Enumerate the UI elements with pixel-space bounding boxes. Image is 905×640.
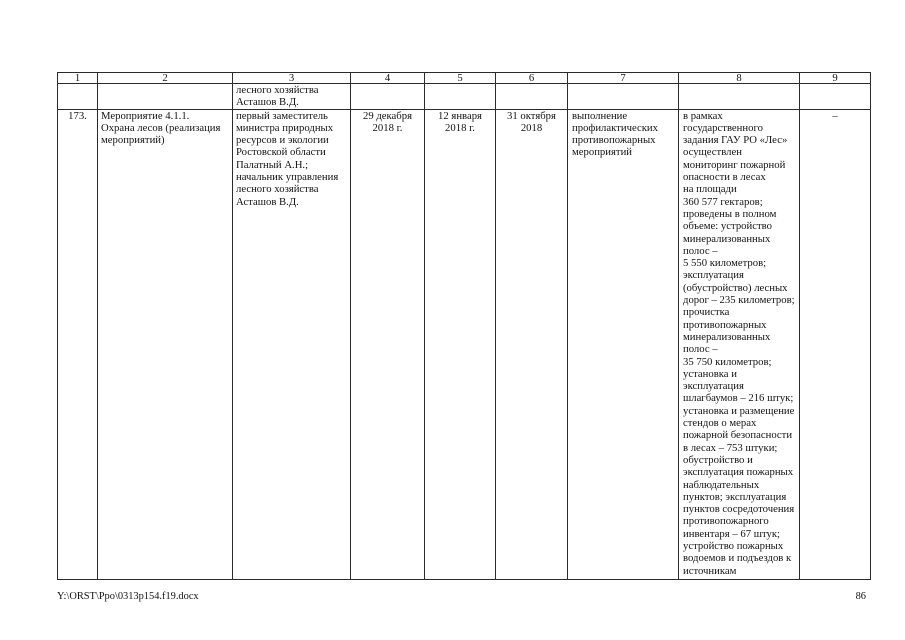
- page-number: 86: [855, 591, 866, 602]
- actual-result-cell: [679, 84, 800, 110]
- activity-cell: [98, 84, 233, 110]
- column-number-row: [58, 73, 871, 84]
- column-number-7: 7: [568, 73, 679, 84]
- column-number-1: 1: [58, 73, 98, 84]
- table-row: [58, 109, 871, 579]
- column-number-8: 8: [679, 73, 800, 84]
- column-number-2: 2: [98, 73, 233, 84]
- activities-table: [57, 72, 871, 580]
- expected-result-cell: выполнение профилактических противопожарных мероприятий: [568, 109, 679, 579]
- item-number-cell: 173.: [58, 109, 98, 579]
- actual-result-cell: в рамках государственного задания ГАУ РО «Лес» осуществлен мониторинг пожарной опасности в лесах на площади 360 577 гектаров; проведены в полном объеме: устройство минерализованных полос – 5 550 километров; эксплуатация (обустройство) лесных дорог – 235 километров; прочистка противопожарных минерализованных полос – 35 750 километров; установка и эксплуатация шлагбаумов – 216 штук; установка и размещение стендов о мерах пожарной безопасности в лесах – 753 штуки; обустройство и эксплуатация пожарных наблюдательных пунктов; эксплуатация пунктов сосредоточения противопожарного инвентаря – 67 штук; устройство пожарных водоемов и подъездов к источникам: [679, 109, 800, 579]
- date-cell: 12 января 2018 г.: [425, 109, 496, 579]
- responsible-cell: лесного хозяйства Асташов В.Д.: [233, 84, 351, 110]
- column-number-6: 6: [496, 73, 568, 84]
- remark-cell: –: [800, 109, 871, 579]
- date-cell: 31 октября 2018: [496, 109, 568, 579]
- expected-result-cell: [568, 84, 679, 110]
- remark-cell: [800, 84, 871, 110]
- item-number-cell: [58, 84, 98, 110]
- date-cell: [496, 84, 568, 110]
- column-number-4: 4: [351, 73, 425, 84]
- column-number-3: 3: [233, 73, 351, 84]
- date-cell: [351, 84, 425, 110]
- file-path: Y:\ORST\Ppo\0313p154.f19.docx: [57, 591, 199, 602]
- column-number-5: 5: [425, 73, 496, 84]
- activity-cell: Мероприятие 4.1.1. Охрана лесов (реализация мероприятий): [98, 109, 233, 579]
- date-cell: [425, 84, 496, 110]
- table-row-continuation: [58, 84, 871, 110]
- column-number-9: 9: [800, 73, 871, 84]
- responsible-cell: первый заместитель министра природных ресурсов и экологии Ростовской области Палатный А.Н.; начальник управления лесного хозяйства Асташов В.Д.: [233, 109, 351, 579]
- table-body: [58, 73, 871, 580]
- date-cell: 29 декабря 2018 г.: [351, 109, 425, 579]
